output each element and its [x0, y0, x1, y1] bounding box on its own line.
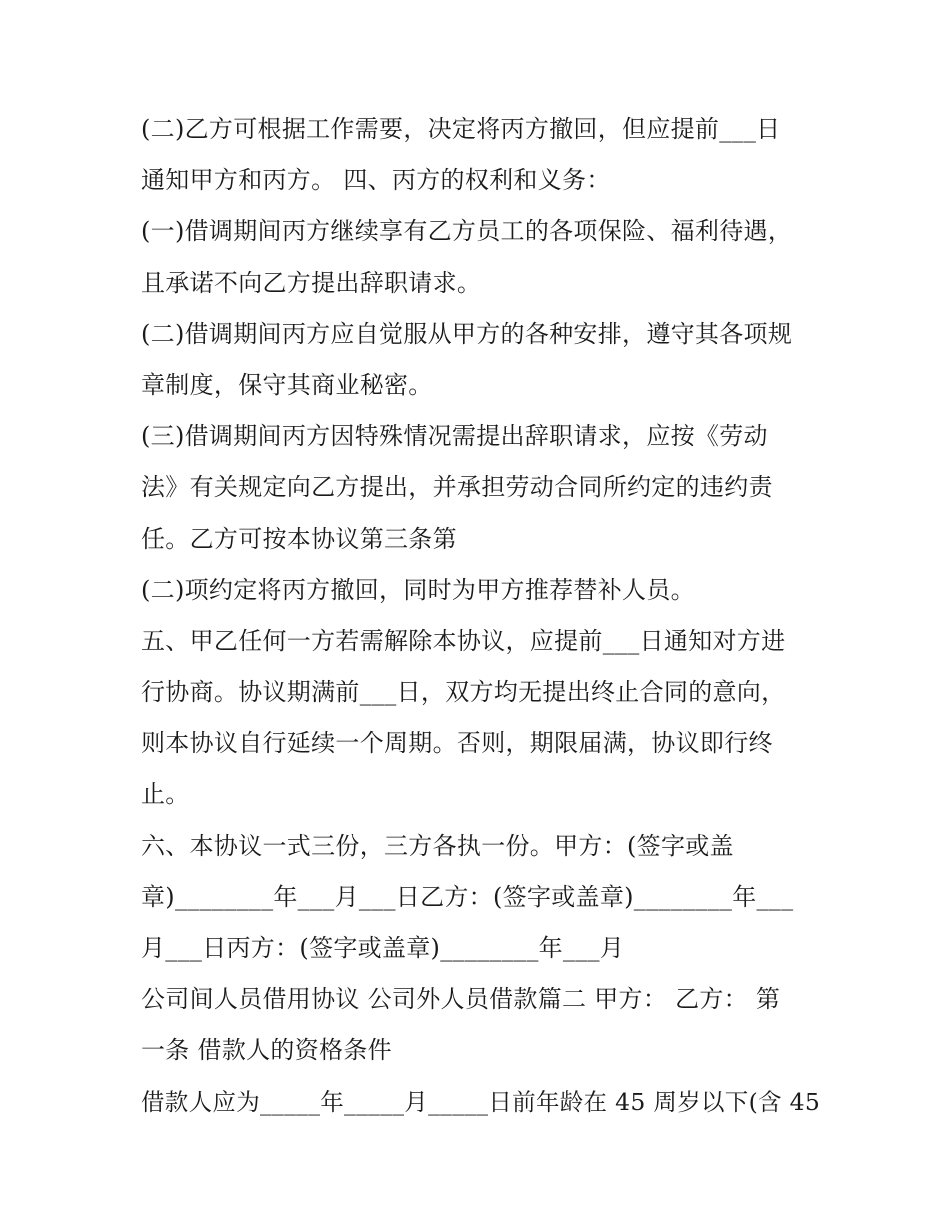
text-line: 任。乙方可按本协议第三条第 [141, 524, 457, 553]
text-line: (二)项约定将丙方撤回，同时为甲方推荐替补人员。 [141, 575, 695, 604]
text-line: 法》有关规定向乙方提出，并承担劳动合同所约定的违约责 [141, 473, 773, 502]
text-line: (二)借调期间丙方应自觉服从甲方的各种安排，遵守其各项规 [141, 319, 793, 348]
text-line: 则本协议自行延续一个周期。否则，期限届满，协议即行终 [141, 729, 773, 758]
text-line: (三)借调期间丙方因特殊情况需提出辞职请求，应按《劳动 [141, 422, 768, 451]
text-line: 公司间人员借用协议 公司外人员借款篇二 甲方： 乙方： 第 [141, 985, 781, 1014]
text-line: 行协商。协议期满前___日，双方均无提出终止合同的意向， [141, 678, 786, 707]
text-line: 六、本协议一式三份，三方各执一份。甲方：(签字或盖 [141, 831, 734, 860]
text-line: 且承诺不向乙方提出辞职请求。 [141, 268, 482, 297]
text-line: 一条 借款人的资格条件 [141, 1036, 392, 1065]
text-line: (二)乙方可根据工作需要，决定将丙方撤回，但应提前___日 [141, 115, 781, 143]
text-line: 止。 [141, 780, 190, 809]
text-line: 借款人应为_____年_____月_____日前年龄在 45 周岁以下(含 45 [141, 1087, 821, 1116]
text-line: 章制度，保守其商业秘密。 [141, 370, 433, 399]
text-line: 通知甲方和丙方。 四、丙方的权利和义务： [141, 166, 611, 195]
text-line: 月___日丙方：(签字或盖章)________年___月 [141, 934, 625, 962]
text-line: 五、甲乙任何一方若需解除本协议，应提前___日通知对方进 [141, 626, 786, 655]
text-line: 章)________年___月___日乙方：(签字或盖章)________年___ [141, 882, 794, 911]
text-line: (一)借调期间丙方继续享有乙方员工的各项保险、福利待遇， [141, 217, 793, 246]
document-body [141, 104, 821, 1128]
